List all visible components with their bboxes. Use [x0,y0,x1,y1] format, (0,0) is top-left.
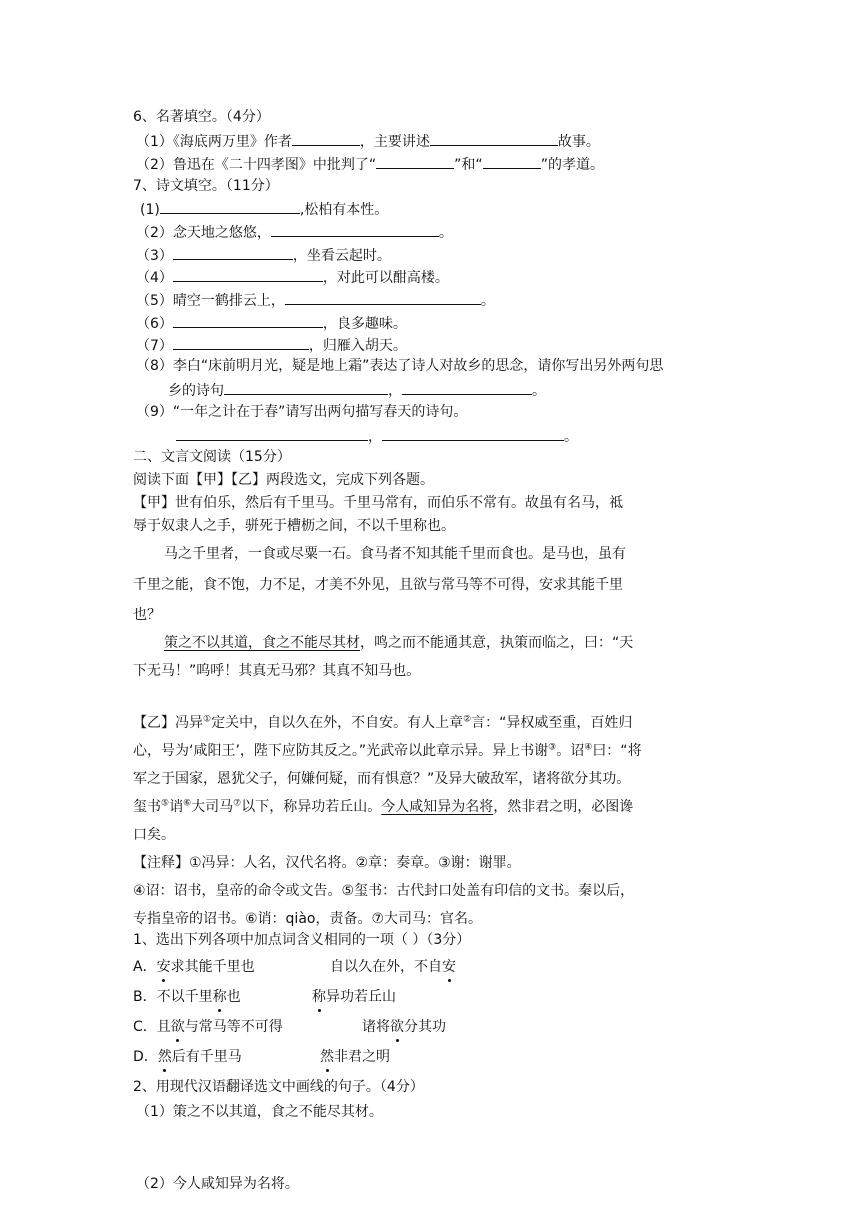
answer-blank[interactable] [382,425,564,441]
jia-line: 千里之能，食不饱，力不足，才美不外见，且欲与常马等不可得，安求其能千里 [133,577,623,593]
jia-line: 也？ [133,607,161,623]
yi-line: 【乙】冯异①定关中，自以久在外，不自安。有人上章②言：“异权威至重，百姓归 [133,714,633,731]
q1-option-d[interactable]: D．然后有千里马 [133,1049,242,1065]
answer-blank[interactable] [173,334,309,350]
q7-item-2: （2）念天地之悠悠， 。 [136,221,453,243]
jia-line: 马之千里者，一食或尽粟一石。食马者不知其能千里而食也。是马也，虽有 [164,546,626,562]
yi-line: 口矣。 [133,827,175,843]
answer-blank[interactable] [173,312,323,328]
answer-blank[interactable] [271,221,439,237]
answer-blank[interactable] [173,244,293,260]
answer-blank[interactable] [483,153,541,169]
yi-line: 军之于国家，恩犹父子，何嫌何疑，而有惧意？”及异大破敌军，诸将欲分其功。 [133,771,631,787]
q7-item-1: (1) ,松柏有本性。 [140,198,388,220]
q7-item-4: （4） ，对此可以酣高楼。 [136,266,449,288]
jia-line: 下无马！”呜呼！其真无马邪？其真不知马也。 [133,663,421,679]
q2-title: 2、用现代汉语翻译选文中画线的句子。（4分） [133,1079,424,1095]
q7-title: 7、诗文填空。（11分） [133,178,279,194]
q2-item-2: （2）今人咸知异为名将。 [136,1176,299,1192]
section2-intro: 阅读下面【甲】【乙】两段选文，完成下列各题。 [133,472,434,488]
q7-item-7: （7） ，归雁入胡天。 [136,334,407,356]
answer-blank[interactable] [292,130,360,146]
q1-option-c[interactable]: C．且欲与常马等不可得 [133,1019,283,1035]
q7-item-8: （8）李白“床前明月光，疑是地上霜”表达了诗人对故乡的思念，请你写出另外两句思 [136,358,664,374]
q1-option-d-compare: 然非君之明 [320,1049,390,1065]
answer-blank[interactable] [430,130,558,146]
q7-item-5: （5）晴空一鹤排云上， 。 [136,289,495,311]
jia-line: 策之不以其道，食之不能尽其材，鸣之而不能通其意，执策而临之，曰：“天 [164,635,634,651]
q1-option-c-compare: 诸将欲分其功 [362,1019,446,1035]
q6-title: 6、名著填空。（4分） [133,109,270,125]
answer-blank[interactable] [173,266,323,282]
q6-item-2: （2）鲁迅在《二十四孝图》中批判了“ ”和“ ”的孝道。 [136,153,604,175]
answer-blank[interactable] [285,289,481,305]
underlined-sentence: 今人咸知异为名将 [381,799,494,815]
q7-item-9: （9）“一年之计在于春”请写出两句描写春天的诗句。 [136,404,468,420]
jia-line: 【甲】世有伯乐，然后有千里马。千里马常有，而伯乐不常有。故虽有名马，祗 [133,495,623,511]
answer-blank[interactable] [376,153,454,169]
q1-option-b-compare: 称异功若丘山 [312,989,396,1005]
q2-item-1: （1）策之不以其道，食之不能尽其材。 [136,1104,383,1120]
answer-blank[interactable] [160,198,300,214]
answer-blank[interactable] [176,425,368,441]
q1-option-a[interactable]: A．安求其能千里也 [133,959,255,975]
q7-item-3: （3） ，坐看云起时。 [136,244,391,266]
q7-item-9-cont: ， 。 [176,425,578,447]
answer-blank[interactable] [224,379,388,395]
q1-option-a-compare: 自以久在外，不自安 [330,959,456,975]
section2-title: 二、文言文阅读（15分） [133,449,291,465]
notes-line: ④诏：诏书，皇帝的命令或文告。⑤玺书：古代封口处盖有印信的文书。秦以后， [133,883,635,899]
q6-item-1: （1）《海底两万里》作者 ，主要讲述 故事。 [136,130,600,152]
yi-line: 心，号为‘咸阳王’，陛下应防其反之。”光武帝以此章示异。异上书谢③。诏④曰：“将 [133,742,642,759]
q7-item-6: （6） ，良多趣味。 [136,312,407,334]
answer-blank[interactable] [402,379,532,395]
notes-line: 专指皇帝的诏书。⑥诮：qiào，责备。⑦大司马：官名。 [133,911,483,927]
notes-line: 【注释】①冯异：人名，汉代名将。②章：奏章。③谢：谢罪。 [133,855,521,871]
q1-title: 1、选出下列各项中加点词含义相同的一项（ ）（3分） [133,932,471,948]
underlined-sentence: 策之不以其道，食之不能尽其材 [164,635,360,651]
yi-line: 玺书⑤诮⑥大司马⑦以下，称异功若丘山。今人咸知异为名将，然非君之明，必图谗 [133,798,634,815]
q1-option-b[interactable]: B．不以千里称也 [133,989,241,1005]
jia-line: 辱于奴隶人之手，骈死于槽枥之间，不以千里称也。 [133,518,455,534]
q7-item-8-cont: 乡的诗句 ， 。 [168,379,546,401]
